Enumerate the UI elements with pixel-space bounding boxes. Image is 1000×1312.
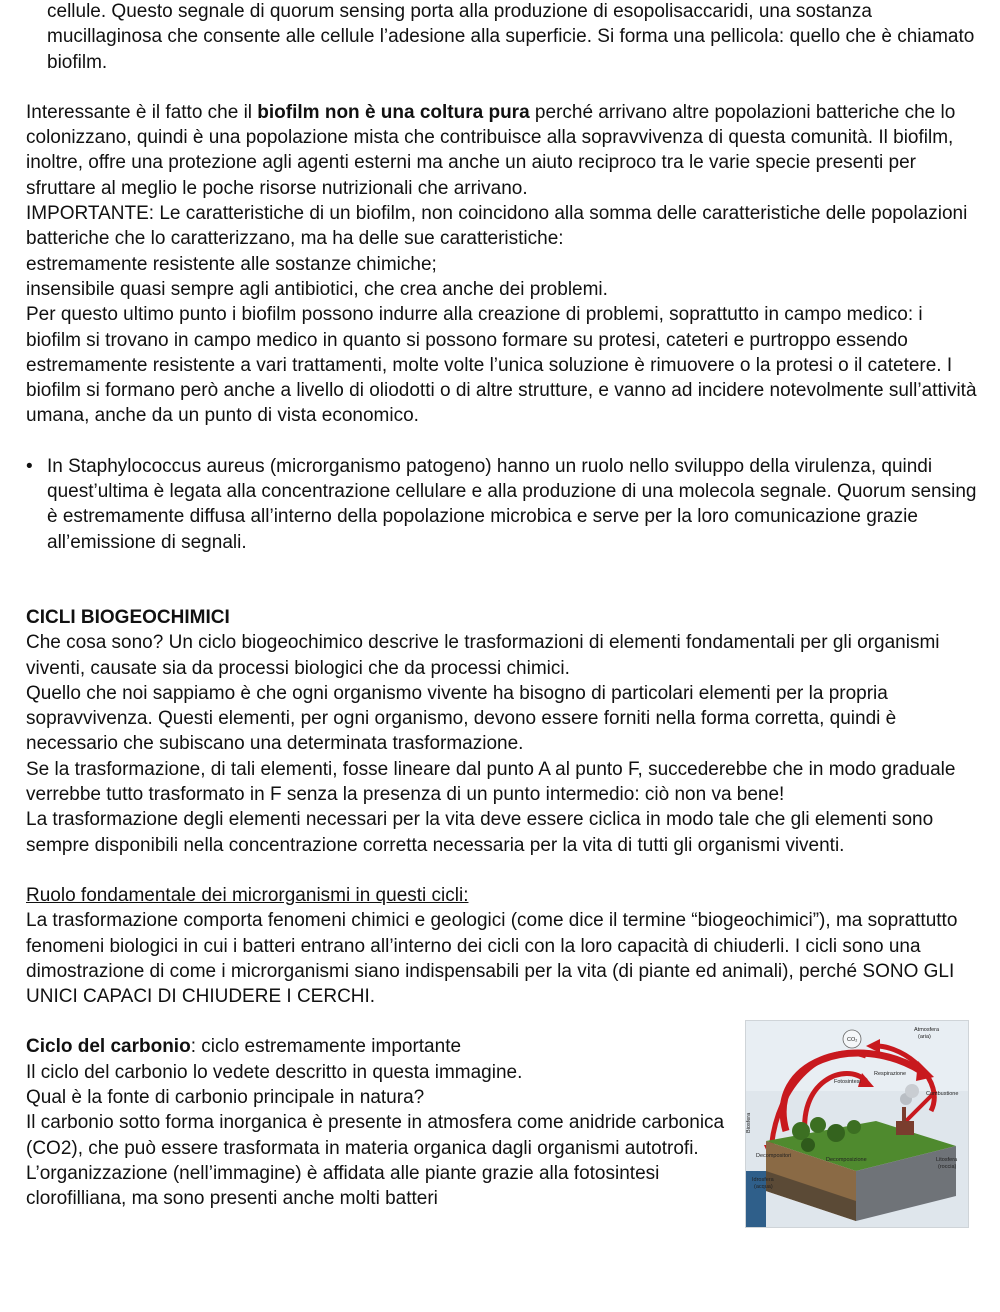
svg-text:Idrosfera: Idrosfera xyxy=(752,1177,774,1184)
svg-text:Decompositori: Decompositori xyxy=(756,1153,792,1160)
cicli-paragraph: Che cosa sono? Un ciclo biogeochimico descrive le trasformazioni di elementi fondamentali per gli organismi viventi, causate sia da processi biologici che da processi chimici. xyxy=(26,632,940,679)
label-atmosfera: Atmosfera xyxy=(914,1027,940,1034)
svg-text:Combustione: Combustione xyxy=(926,1091,959,1098)
cicli-paragraph: Se la trasformazione, di tali elementi, fosse lineare dal punto A al punto F, succederebbe che in modo graduale verrebbe tutto trasformato in F senza la presenza di un punto intermedio: ciò non va bene! xyxy=(26,758,956,806)
ruolo-paragraph: La trasformazione comporta fenomeni chimici e geologici (come dice il termine “biogeochimici”), ma soprattutto fenomeni biologici in cui i batteri entrano all’interno dei cicli con la loro capacità di chiuderli. I cicli sono una dimostrazione di come i microrganismi siano indispensabili per la vita (di piante ed animali), perché SONO GLI UNICI CAPACI DI CHIUDERE I CERCHI. xyxy=(26,910,958,1008)
trait-line: estremamente resistente alle sostanze chimiche; xyxy=(26,253,437,275)
bullet-continuation: cellule. Questo segnale di quorum sensing porta alla produzione di esopolisaccaridi, una sostanza mucillaginosa che consente alle cellule l’adesione alla superficie. Si forma una pellicola: quello che è chiamato biofilm. xyxy=(47,1,975,73)
ruolo-heading: Ruolo fondamentale dei microrganismi in questi cicli: xyxy=(26,884,469,906)
svg-text:(aria): (aria) xyxy=(918,1034,931,1041)
svg-text:CO₂: CO₂ xyxy=(847,1037,858,1044)
biofilm-text-b: perché arrivano altre popolazioni batteriche che lo colonizzano, quindi è una popolazione mista che contribuisce alla sopravvivenza di questa comunità. Il biofilm, inoltre, offre una protezione agli agenti esterni ma anche un aiuto reciproco tra le varie specie presenti per sfruttare al meglio le poche risorse nutrizionali che arrivano. xyxy=(26,101,956,199)
svg-text:Litosfera: Litosfera xyxy=(936,1157,958,1164)
carbon-line: Qual è la fonte di carbonio principale in natura? xyxy=(26,1086,425,1108)
svg-text:Respirazione: Respirazione xyxy=(874,1071,907,1078)
cicli-paragraph: La trasformazione degli elementi necessari per la vita deve essere ciclica in modo tale che gli elementi sono sempre disponibili nella concentrazione corretta necessaria per la vita di tutti gli organismi viventi. xyxy=(26,809,934,856)
carbon-line: Il ciclo del carbonio lo vedete descritto in questa immagine. xyxy=(26,1061,523,1083)
bullet-marker: • xyxy=(26,455,33,477)
problems-paragraph: Per questo ultimo punto i biofilm possono indurre alla creazione di problemi, soprattutto in campo medico: i biofilm si trovano in campo medico in quanto si possono formare su protesi, cateteri e purtroppo essendo estremamente resistente a vari trattamenti, molte volte l’unica soluzione è rimuovere o la protesi o il catetere. I biofilm si formano però anche a livello di oliodotti o di altre strutture, e vanno ad incidere notevolmente sull’attività umana, anche da un punto di vista economico. xyxy=(26,304,977,427)
biofilm-bold-phrase: biofilm non è una coltura pura xyxy=(257,101,530,123)
carbon-cycle-illustration xyxy=(746,1021,968,1227)
staph-text: In Staphylococcus aureus (microrganismo patogeno) hanno un ruolo nello sviluppo della virulenza, quindi quest’ultima è legata alla concentrazione cellulare e alla produzione di una molecola segnale. Quorum sensing è estremamente diffusa all’interno della popolazione microbica e serve per la loro comunicazione grazie all’emissione di segnali. xyxy=(47,455,977,553)
svg-text:Biosfera: Biosfera xyxy=(746,1113,752,1134)
svg-text:Fotosintesi: Fotosintesi xyxy=(834,1079,861,1086)
carbon-line: Il carbonio sotto forma inorganica è presente in atmosfera come anidride carbonica (CO2), che può essere trasformata in materia organica dagli organismi autotrofi. L’organizzazione (nell’immagine) è affidata alle piante grazie alla fotosintesi clorofilliana, ma sono presenti anche molti batteri xyxy=(26,1112,725,1210)
section-heading: CICLI BIOGEOCHIMICI xyxy=(26,606,230,628)
biofilm-paragraph xyxy=(26,100,981,201)
important-paragraph: IMPORTANTE: Le caratteristiche di un biofilm, non coincidono alla somma delle caratteristiche delle popolazioni batteriche che lo caratterizzano, ma ha delle sue caratteristiche: xyxy=(26,203,968,250)
cicli-paragraph: Quello che noi sappiamo è che ogni organismo vivente ha bisogno di particolari elementi per la propria sopravvivenza. Questi elementi, per ogni organismo, devono essere forniti nella forma corretta, quindi è necessario che subiscano una determinata trasformazione. xyxy=(26,682,897,755)
staph-bullet xyxy=(26,454,981,555)
svg-text:(roccia): (roccia) xyxy=(938,1164,957,1171)
biofilm-text-a: Interessante è il fatto che il xyxy=(26,101,258,123)
carbon-title: Ciclo del carbonio: ciclo estremamente importante xyxy=(26,1036,462,1058)
svg-text:Decomposizione: Decomposizione xyxy=(826,1157,867,1164)
carbon-cycle-figure xyxy=(745,1020,969,1228)
svg-text:(acqua): (acqua) xyxy=(754,1184,773,1191)
carbon-cycle-section xyxy=(26,1027,981,1211)
document-page xyxy=(26,0,981,1211)
carbon-text xyxy=(26,1034,731,1211)
trait-line: insensibile quasi sempre agli antibiotici, che crea anche dei problemi. xyxy=(26,278,608,300)
